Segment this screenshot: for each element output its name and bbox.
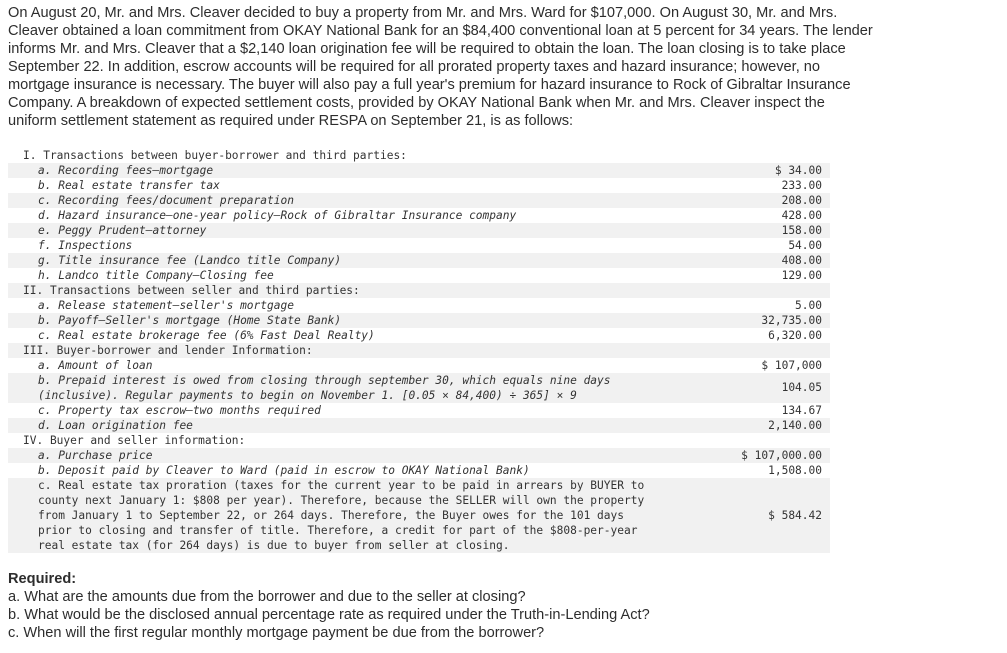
section-heading: [8, 283, 830, 298]
item-amount: 104.05: [781, 381, 822, 394]
item-label: b. Real estate transfer tax: [38, 179, 220, 192]
item-amount: 2,140.00: [768, 419, 822, 432]
table-row: [8, 478, 830, 553]
question-c: c. When will the first regular monthly mortgage payment be due from the borrower?: [8, 625, 545, 641]
section-heading: [8, 148, 830, 163]
item-label: c. Real estate brokerage fee (6% Fast Deal Realty): [38, 329, 375, 342]
item-label: d. Hazard insurance—one-year policy—Rock of Gibraltar Insurance company: [38, 209, 517, 222]
item-amount: 32,735.00: [761, 314, 822, 327]
item-label: a. Release statement—seller's mortgage: [38, 299, 294, 312]
section-title: II. Transactions between seller and third parties:: [23, 284, 360, 297]
item-label: h. Landco title Company—Closing fee: [38, 269, 274, 282]
table-row: [8, 178, 830, 193]
item-label: a. Purchase price: [38, 449, 153, 462]
item-amount: $ 107,000.00: [741, 449, 822, 462]
table-row: [8, 208, 830, 223]
section-title: III. Buyer-borrower and lender Information:: [23, 344, 313, 357]
settlement-costs-table: [8, 148, 830, 553]
section-heading: [8, 433, 830, 448]
table-row: [8, 238, 830, 253]
intro-line: Company. A breakdown of expected settlement costs, provided by OKAY National Bank when Mr. and Mrs. Cleaver inspect the: [8, 95, 825, 111]
table-row: [8, 448, 830, 463]
item-label: b. Payoff—Seller's mortgage (Home State Bank): [38, 314, 342, 327]
item-amount: 233.00: [781, 179, 822, 192]
item-label: c. Property tax escrow—two months required: [38, 404, 321, 417]
item-amount: 129.00: [781, 269, 822, 282]
intro-line: mortgage insurance is necessary. The buyer will also pay a full year's premium for hazard insurance to Rock of Gibraltar Insurance: [8, 77, 851, 93]
table-row: [8, 418, 830, 433]
section-heading: [8, 343, 830, 358]
item-label: e. Peggy Prudent—attorney: [38, 224, 207, 237]
item-amount: 428.00: [781, 209, 822, 222]
intro-line: Cleaver obtained a loan commitment from OKAY National Bank for an $84,400 conventional loan at 5 percent for 34 years. The lender: [8, 23, 873, 39]
problem-statement: [8, 4, 998, 130]
item-label: b. Deposit paid by Cleaver to Ward (paid in escrow to OKAY National Bank): [38, 464, 530, 477]
required-section: [8, 570, 998, 642]
table-row: [8, 328, 830, 343]
intro-line: informs Mr. and Mrs. Cleaver that a $2,140 loan origination fee will be required to obtain the loan. The loan closing is to take place: [8, 41, 846, 57]
item-amount: 134.67: [781, 404, 822, 417]
table-row: [8, 268, 830, 283]
table-row: [8, 358, 830, 373]
item-amount: 6,320.00: [768, 329, 822, 342]
item-label: c. Recording fees/document preparation: [38, 194, 294, 207]
item-amount: 54.00: [788, 239, 822, 252]
table-row: [8, 298, 830, 313]
item-amount: 408.00: [781, 254, 822, 267]
question-a: a. What are the amounts due from the borrower and due to the seller at closing?: [8, 589, 526, 605]
intro-line: uniform settlement statement as required under RESPA on September 21, is as follows:: [8, 113, 574, 129]
item-label: a. Recording fees—mortgage: [38, 164, 214, 177]
item-amount: 158.00: [781, 224, 822, 237]
item-label: f. Inspections: [38, 239, 133, 252]
item-label: b. Prepaid interest is owed from closing through september 30, which equals nine days (inclusive). Regular payments to begin on November 1. [0.05 × 84,400) ÷ 365] × 9: [38, 374, 611, 402]
table-row: [8, 163, 830, 178]
question-b: b. What would be the disclosed annual percentage rate as required under the Truth-in-Lending Act?: [8, 607, 650, 623]
item-label: g. Title insurance fee (Landco title Company): [38, 254, 342, 267]
section-title: IV. Buyer and seller information:: [23, 434, 246, 447]
table-row: [8, 403, 830, 418]
table-row: [8, 373, 830, 403]
item-amount: 5.00: [795, 299, 822, 312]
item-amount: 1,508.00: [768, 464, 822, 477]
intro-line: On August 20, Mr. and Mrs. Cleaver decided to buy a property from Mr. and Mrs. Ward for $107,000. On August 30, Mr. and Mrs.: [8, 5, 838, 21]
item-amount: $ 584.42: [768, 509, 822, 522]
table-row: [8, 463, 830, 478]
table-row: [8, 253, 830, 268]
item-amount: $ 34.00: [774, 164, 822, 177]
item-label: c. Real estate tax proration (taxes for the current year to be paid in arrears by BUYER to county next January 1: $808 per year). Therefore, because the SELLER will own the property from January 1 to September 22, or 264 days. Therefore, the Buyer owes for the 101 days prior to closing and transfer of title. Therefore, a credit for part of the $808-per-year real estate tax (for 264 days) is due to buyer from seller at closing.: [38, 479, 645, 552]
required-heading: Required:: [8, 571, 77, 587]
intro-line: September 22. In addition, escrow accounts will be required for all prorated property taxes and hazard insurance; however, no: [8, 59, 821, 75]
item-label: a. Amount of loan: [38, 359, 153, 372]
item-amount: 208.00: [781, 194, 822, 207]
table-row: [8, 193, 830, 208]
item-amount: $ 107,000: [761, 359, 822, 372]
item-label: d. Loan origination fee: [38, 419, 193, 432]
table-row: [8, 313, 830, 328]
table-row: [8, 223, 830, 238]
section-title: I. Transactions between buyer-borrower and third parties:: [23, 149, 407, 162]
